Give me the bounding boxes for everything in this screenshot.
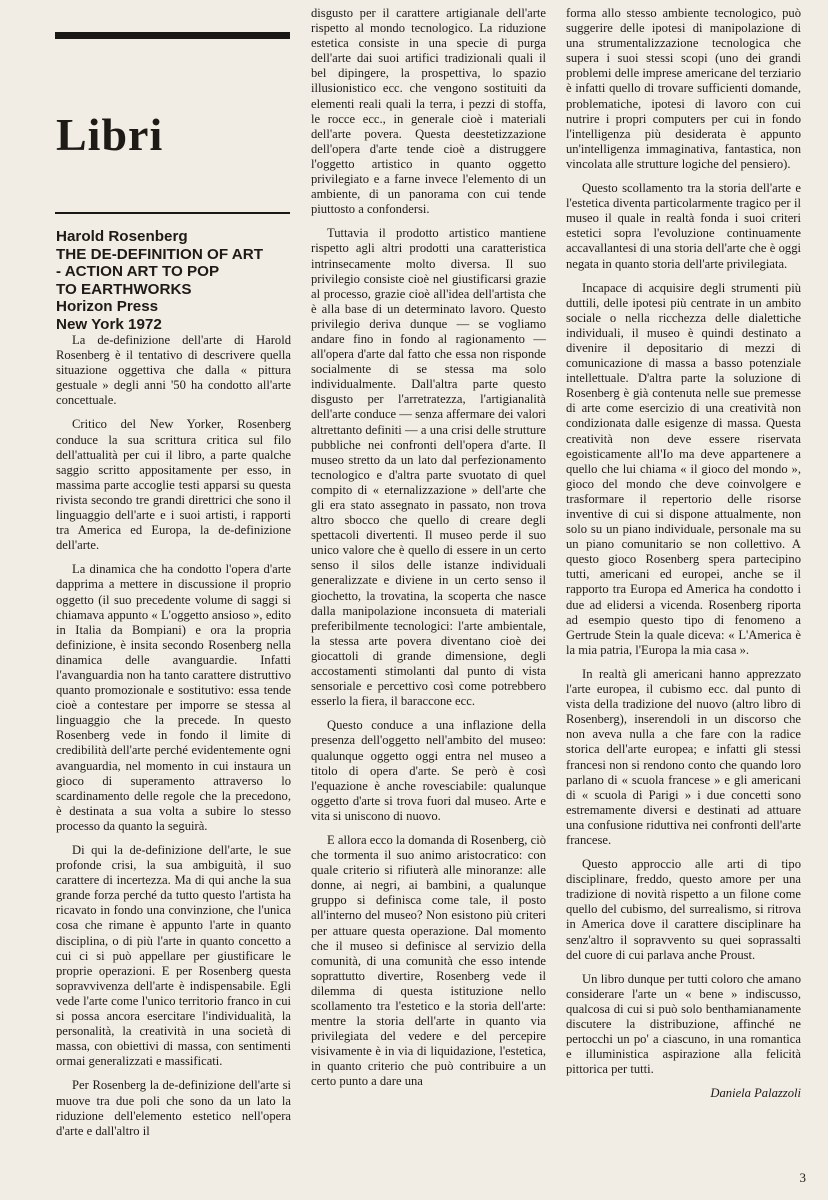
paragraph: La de-definizione dell'arte di Harold Rosenberg è il tentativo di descrivere quella situazione oggettiva che dalla « pittura gestuale » degli anni '50 ha condotto all'arte concettuale.: [56, 333, 291, 408]
book-title-line: THE DE-DEFINITION OF ART: [56, 245, 263, 263]
author-signature: Daniela Palazzoli: [710, 1086, 801, 1101]
paragraph: Di qui la de-definizione dell'arte, le sue profonde crisi, la sua ambiguità, il suo carattere di incertezza. Ma di qui anche la sua grande forza perché da tutto questo l'artista ha ricavato in fondo una convinzione, che l'unica cosa che rimane è appunto l'arte in quanto disciplina, o di più l'arte in quanto concetto a cui ci si può appellare per giustificare le proprie operazioni. E per Rosenberg questa sopravvivenza dell'arte è indispensabile. Egli vede l'arte come l'unico territorio franco in cui si possa ancora esercitare l'individualità, la personalità, la creatività in una società di massa, con obiettivi di massa, con sentimenti ormai generalizzati e massificati.: [56, 843, 291, 1069]
paragraph: Questo scollamento tra la storia dell'arte e l'estetica diventa particolarmente tragico per il museo il quale in realtà fonda i suoi criteri estetici sopra l'evoluzione continuamente accavallantesi di una storia dell'arte che è oggi negata in quanto storia dell'arte privilegiata.: [566, 181, 801, 271]
top-rule: [55, 32, 290, 39]
paragraph: In realtà gli americani hanno apprezzato l'arte europea, il cubismo ecc. dal punto di vista della tradizione del nuovo (altro libro di Rosenberg), inserendoli in un discorso che non aveva nulla a che fare con la radice storica dell'arte europea; e infatti gli stessi francesi non si rendono conto che quando loro parlano di « scuola francese » e gli americani di « scuola di Parigi » i due concetti sono estremamente diversi e destinati ad attuare una confusione riduttiva nei confronti dell'arte francese.: [566, 666, 801, 847]
paragraph: forma allo stesso ambiente tecnologico, può suggerire delle ipotesi di manipolazione di una strumentalizzazione tecnologica che supera i suoi stessi scopi (uno dei grandi problemi delle imprese americane del terziario è infatti quello di trovare sufficienti domande, problematiche, ipotesi di lavoro con cui nutrire i propri computers per cui in fondo l'intelligenza più desiderata è appunto un'intelligenza immaginativa, fantastica, non vincolata alle strutture logiche del pensiero).: [566, 6, 801, 171]
paragraph: disgusto per il carattere artigianale dell'arte rispetto al mondo tecnologico. La riduzione estetica consiste in una specie di purga dell'arte dai suoi artifici tradizionali quali il bel dipingere, la prospettiva, lo spazio illusionistico ecc. che vengono sostituiti da elementi reali quali la terra, i pezzi di stoffa, le rocce ecc., in generale cioè i materiali dell'arte povera. Questa deestetizzazione dell'opera d'arte tende cioè a distruggere l'oggetto artistico in quanto oggetto privilegiato e a farne invece l'elemento di un ambiente, di un panorama con cui tende piuttosto a confondersi.: [311, 6, 546, 217]
book-header: [56, 228, 291, 334]
section-title: Libri: [56, 109, 164, 160]
header-rule: [55, 212, 290, 214]
paragraph: E allora ecco la domanda di Rosenberg, ciò che tormenta il suo animo aristocratico: con quale criterio si rifiuterà alle minoranze: alle donne, ai negri, ai bambini, a qualunque gruppo si definisca come tale, il posto all'interno del museo? Non esistono più criteri per attuare questa operazione. Dal momento che il museo si definisce al servizio della comunità, di una comunità che esso intende soprattutto divertire, Rosenberg vede il dilemma di questa istituzione nello scollamento tra l'estetico e la storia dell'arte: mentre la storia dell'arte in quanto via privilegiata del vedere e del percepire visivamente è in via di liquidazione, l'estetica, in quanto criterio che può contribuire a un certo punto a dare una: [311, 832, 546, 1089]
paragraph: Questo approccio alle arti di tipo disciplinare, freddo, questo amore per una tradizione di novità rispetto a un filone come quello del cubismo, del surrealismo, si ritrova in America dove il carattere disciplinare ha senz'altro il sopravvento su quei soprassalti del cuore di cui parlava anche Proust.: [566, 857, 801, 962]
book-publisher: Horizon Press: [56, 298, 159, 316]
article-column-3: [566, 6, 801, 1110]
book-title-line: TO EARTHWORKS: [56, 280, 192, 298]
paragraph: Un libro dunque per tutti coloro che amano considerare l'arte un « bene » indiscusso, qualcosa di cui si può solo benthamianamente discutere la distribuzione, affinché ne pertocchi un po' a ciascuno, in una romantica e illuministica aspirazione alla felicità pittorica per tutti.: [566, 971, 801, 1077]
article-column-2: [311, 6, 546, 1099]
paragraph: Per Rosenberg la de-definizione dell'arte si muove tra due poli che sono da un lato la riduzione dell'elemento estetico nell'opera d'arte e dall'altro il: [56, 1078, 291, 1138]
paragraph: Critico del New Yorker, Rosenberg conduce la sua scrittura critica sul filo dell'attualità per cui il libro, a parte qualche saggio scritto appositamente per esso, in massima parte accoglie testi apparsi su questa rivista secondo tre grandi direttrici che sono il linguaggio dell'arte e i suoi artisti, i rapporti tra America ed Europa, la de-definizione dell'arte.: [56, 417, 291, 553]
paragraph: Questo conduce a una inflazione della presenza dell'oggetto nell'ambito del museo: qualunque oggetto oggi entra nel museo a titolo di opera d'arte. Se però è così l'equazione è anche rovesciabile: qualunque oggetto d'arte si trova fuori dal museo. Arte e vita si uniscono di nuovo.: [311, 718, 546, 823]
book-title-line: - ACTION ART TO POP: [56, 263, 220, 281]
book-author: Harold Rosenberg: [56, 228, 188, 245]
paragraph: Incapace di acquisire degli strumenti più duttili, delle ipotesi più centrate in un ambito sociale o nella ricchezza delle dialettiche individuali, il museo è quindi destinato a divenire il depositario di mezzi di comunicazione di massa a basso potenziale intellettuale. D'altra parte la soluzione di Rosenberg è già contenuta nelle sue premesse di arte come esercizio di una creatività non condizionata dalle esigenze di massa. Questa creatività non deve essere riservata egoisticamente all'Io ma deve appartenere a quello che lui chiama « il gioco del mondo », gioco del mondo che deve coinvolgere e trasformare il repertorio delle risorse inventive di cui si dispone attualmente, non solo su un piano individuale, personale ma su un piano comunitario se non collettivo. A questo gioco Rosenberg spera partecipino tutti, americani ed europei, anche se il rapporto tra Europa ed America ha condotto i due ad elidersi a vicenda. Rosenberg riporta ad esempio questo tipo di fenomeno a Gertrude Stein la quale diceva: « L'America è la mia patria, l'Europa la mia casa ».: [566, 280, 801, 657]
paragraph: Tuttavia il prodotto artistico mantiene rispetto agli altri prodotti una caratteristica intrinsecamente molto diversa. Il suo privilegio consiste cioè nel giustificarsi grazie al processo, grazie cioè all'idea dell'artista che è alla base di un determinato lavoro. Questo privilegio deriva dunque — se vogliamo andare fino in fondo al ragionamento — all'opera d'arte dal fatto che essa non risponde socialmente di se stessa ma solo individualmente. Dall'altra parte questo disgusto per l'arretratezza, l'artigianalità dell'arte conduce — senza affermare dei valori altrettanto definiti — a una crisi delle strutture pubbliche nei confronti dell'opera d'arte. Il museo stretto da un lato dal perfezionamento tecnologico e d'altra parte svuotato di quel compito di « eternalizzazione » dell'arte che gli era stato assegnato in passato, non trova altro sbocco che quello di creare degli spettacoli divertenti. Il museo perde il suo unico valore che è quello di essere in un certo senso il silos delle istanze individuali generalizzate e diviene in un certo senso il giochetto, la trovatina, la scoperta che nasce dalla manipolazione inconsueta di materiali preferibilmente tecnologici: l'arte ambientale, la stessa arte povera diventano cioè dei giocattoli di grande dimensione, degli accostamenti stimolanti dal punto di vista sensoriale e percettivo così come potrebbero esserlo la fiera, il baraccone ecc.: [311, 226, 546, 709]
paragraph: La dinamica che ha condotto l'opera d'arte dapprima a mettere in discussione il proprio oggetto (il suo precedente volume di saggi si chiamava appunto « L'oggetto ansioso », edito in Italia da Bompiani) e ora la propria definizione, è insita secondo Rosenberg nella dinamica delle avanguardie. Infatti l'avanguardia non ha tanto carattere distruttivo quanto promozionale e sostitutivo: essa tende cioè a contestare per imporre se stessa al linguaggio che la precede. In questo Rosenberg vede in fondo il limite di credibilità dell'arte perché evidentemente ogni avanguardia, nel momento in cui instaura un gioco di superamento attraverso lo scardinamento delle regole che la precedono, è destinata a sua volta a subire lo stesso processo da quanto la seguirà.: [56, 562, 291, 833]
article-column-1: [56, 333, 291, 1148]
book-place-year: New York 1972: [56, 315, 162, 333]
page-number: 3: [799, 1170, 806, 1185]
